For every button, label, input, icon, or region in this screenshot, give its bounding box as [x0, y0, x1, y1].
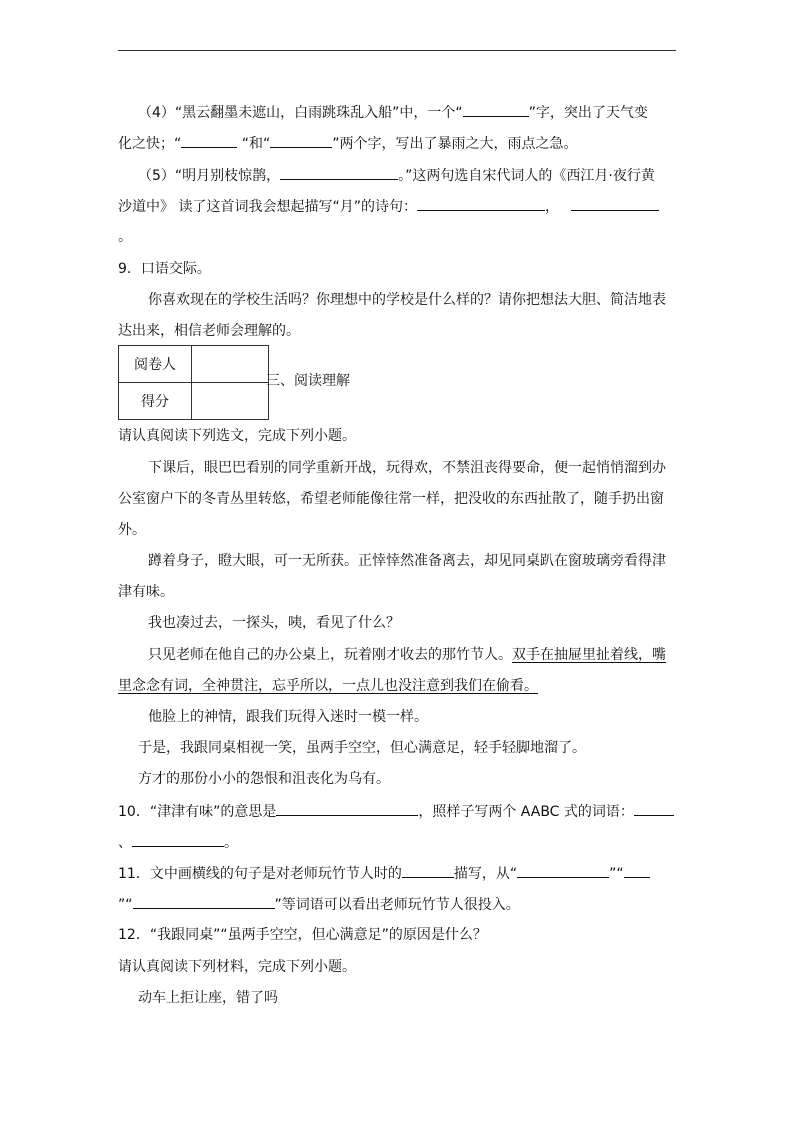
q8-4-line1	[138, 102, 648, 123]
q12-question: 12．“我跟同桌”“虽两手空空，但心满意足”的原因是什么？	[118, 927, 487, 943]
q8-4-text-c: 化之快；“	[118, 136, 182, 152]
passage-para2-line1: 蹲着身子，瞪大眼，可一无所获。正悻悻然准备离去，却见同桌趴在窗玻璃旁看得津	[148, 553, 666, 569]
answer-blank[interactable]	[402, 863, 454, 878]
q10-text-d: 。	[224, 835, 238, 851]
q10-text-a: 10．“津津有味”的意思是	[118, 804, 277, 820]
q10-text-b: ，照样子写两个 AABC 式的词语：	[418, 804, 634, 820]
q11-text-c: ”“	[609, 866, 624, 882]
passage-para1-line1: 下课后，眼巴巴看别的同学重新开战，玩得欢，不禁沮丧得要命，便一起悄悄溜到办	[148, 460, 666, 476]
q8-4-text-e: ”两个字，写出了暴雨之大，雨点之急。	[332, 136, 578, 152]
q8-4-text-d: “和“	[241, 136, 271, 152]
reviewer-label: 阅卷人	[119, 346, 192, 383]
material-instruction: 请认真阅读下列材料，完成下列小题。	[118, 959, 356, 975]
q8-5-text-e: 。	[118, 229, 132, 245]
answer-blank[interactable]	[624, 863, 650, 878]
answer-blank[interactable]	[270, 133, 332, 148]
q11-line2	[118, 894, 520, 915]
q8-5-line1	[138, 165, 655, 186]
q11-text-b: 描写，从“	[453, 866, 518, 882]
answer-blank[interactable]	[181, 133, 237, 148]
passage-instruction: 请认真阅读下列选文，完成下列小题。	[118, 428, 356, 444]
material-title: 动车上拒让座，错了吗	[138, 990, 278, 1006]
answer-blank[interactable]	[517, 863, 609, 878]
answer-blank[interactable]	[132, 832, 224, 847]
q11-line1	[118, 863, 650, 884]
passage-para4-line1	[148, 645, 666, 665]
q8-5-line3	[118, 227, 132, 247]
answer-blank[interactable]	[634, 801, 674, 816]
q10-line1	[118, 801, 674, 822]
passage-para2-line2: 津有味。	[118, 584, 174, 600]
passage-para4-plain: 只见老师在他自己的办公桌上，玩着刚才收去的那竹节人。	[148, 647, 512, 663]
q8-4-text-a: （4）“黑云翻墨未遮山，白雨跳珠乱入船”中，一个“	[138, 105, 463, 121]
answer-blank[interactable]	[417, 196, 545, 211]
reviewer-cell[interactable]	[192, 346, 269, 383]
answer-blank[interactable]	[133, 894, 275, 909]
q11-text-a: 11．文中画横线的句子是对老师玩竹节人时的	[118, 866, 402, 882]
q8-4-line2	[118, 133, 578, 154]
q8-5-text-a: （5）“明月别枝惊鹊，	[138, 168, 281, 184]
q8-5-text-c: 沙道中》 读了这首词我会想起描写“月”的诗句：	[118, 199, 417, 215]
header-rule	[118, 50, 676, 51]
q11-text-e: ”等词语可以看出老师玩竹节人很投入。	[274, 897, 520, 913]
score-cell[interactable]	[192, 383, 269, 420]
section-title: 三、阅读理解	[266, 373, 350, 389]
score-label: 得分	[119, 383, 192, 420]
underlined-sentence-part1: 双手在抽屉里扯着线，嘴	[512, 647, 666, 663]
answer-blank[interactable]	[276, 801, 418, 816]
answer-blank[interactable]	[280, 165, 398, 180]
passage-para7: 方才的那份小小的怨恨和沮丧化为乌有。	[138, 771, 390, 787]
q8-5-line2	[118, 196, 659, 217]
passage-para1-line3: 外。	[118, 522, 146, 538]
q11-text-d: ”“	[118, 897, 133, 913]
score-table	[118, 345, 269, 420]
passage-para3: 我也凑过去，一探头，咦，看见了什么？	[148, 615, 400, 631]
q9-title: 9．口语交际。	[118, 261, 211, 277]
answer-blank[interactable]	[463, 102, 529, 117]
passage-para1-line2: 公室窗户下的冬青丛里转悠，希望老师能像往常一样，把没收的东西扯散了，随手扔出窗	[118, 491, 664, 507]
answer-blank[interactable]	[571, 196, 659, 211]
passage-para5: 他脸上的神情，跟我们玩得入迷时一模一样。	[148, 709, 428, 725]
passage-para6: 于是，我跟同桌相视一笑，虽两手空空，但心满意足，轻手轻脚地溜了。	[138, 740, 586, 756]
q8-4-text-b: ”字，突出了天气变	[528, 105, 648, 121]
q10-text-c: 、	[118, 835, 132, 851]
q10-line2	[118, 832, 238, 853]
q9-prompt-line1: 你喜欢现在的学校生活吗？你理想中的学校是什么样的？请你把想法大胆、简洁地表	[148, 292, 666, 308]
q8-5-text-b: 。”这两句选自宋代词人的《西江月·夜行黄	[398, 168, 655, 184]
underlined-sentence-part2: 里念念有词，全神贯注，忘乎所以，一点儿也没注意到我们在偷看。	[118, 678, 538, 694]
passage-para4-line2	[118, 676, 538, 696]
q8-5-text-d: ，	[544, 199, 559, 215]
q9-prompt-line2: 达出来，相信老师会理解的。	[118, 323, 300, 339]
